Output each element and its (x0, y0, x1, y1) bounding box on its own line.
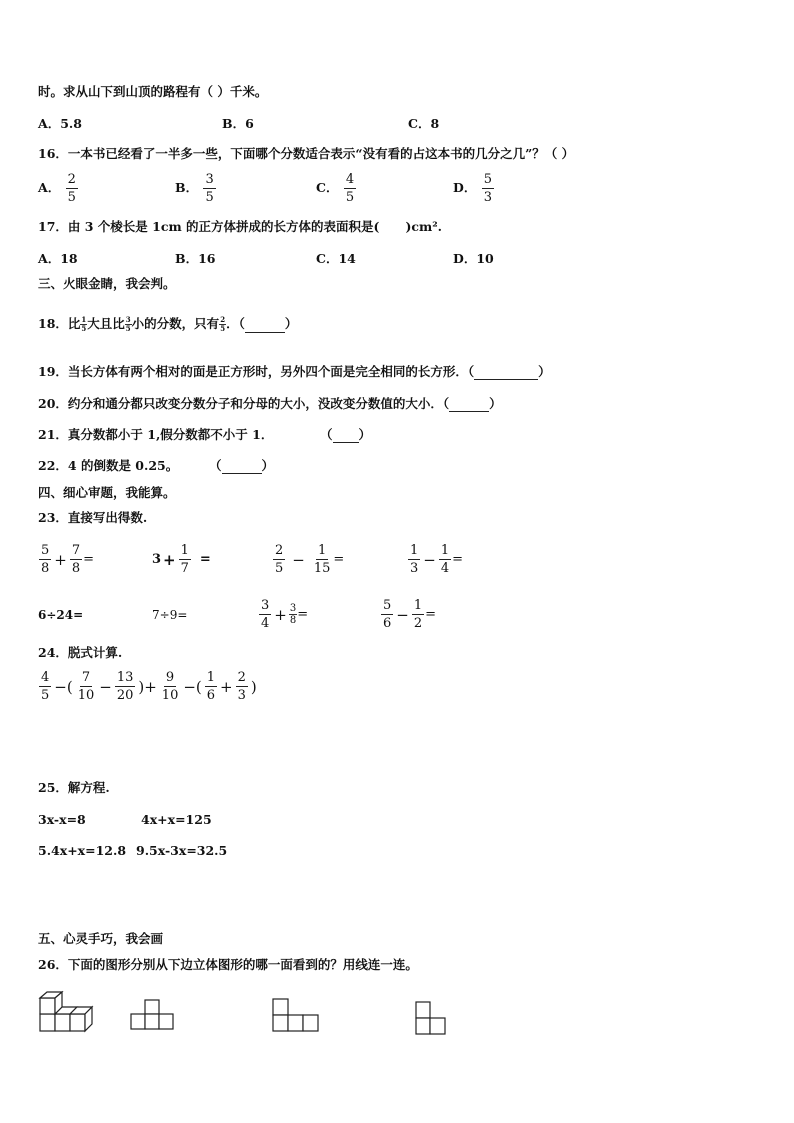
q21-close: ） (358, 427, 372, 442)
q23-expression-3: $\frac{2}{5}$ − $\frac{1}{15}$ = (275, 543, 345, 576)
q21-open: （ (320, 427, 333, 442)
section-3-heading: 三、火眼金睛，我会判。 (38, 276, 176, 291)
q23-expression-5: 6÷24= (38, 608, 84, 622)
q23-expression-2: 3 + $\frac{1}{7}$ = (152, 543, 211, 576)
q17-option-a: A．18 (38, 251, 78, 266)
q17-option-d: D．10 (453, 251, 494, 266)
q17-text-a: 17．由 3 个棱长是 1cm 的正方体拼成的长方体的表面积是( (38, 219, 380, 234)
q20-close: ） (489, 396, 502, 411)
q15-continuation: 时。求从山下到山顶的路程有（ ）千米。 (38, 84, 268, 99)
q17-option-b: B．16 (175, 251, 216, 266)
3d-cube-solid-figure (38, 990, 102, 1034)
q20-question (38, 396, 502, 412)
q16-option-d-letter: D． (453, 180, 477, 195)
q24-title: 24．脱式计算. (38, 645, 123, 660)
q23-expression-4: $\frac{1}{3}$ − $\frac{1}{4}$ = (410, 543, 464, 576)
q18-text-c: 小的分数，只有 (131, 316, 220, 331)
q19-text: 19．当长方体有两个相对的面是正方形时，另外四个面是完全相同的长方形．（ (38, 364, 475, 379)
q18-text-a: 18．比 (38, 316, 81, 331)
q19-question (38, 364, 551, 380)
q18-question (38, 316, 297, 333)
q22-answer (209, 458, 274, 474)
view-figure-2 (272, 998, 320, 1034)
q16-option-c (316, 172, 357, 205)
q16-option-c-fraction: $\frac{4}{5}$ (345, 172, 355, 205)
q15-option-c: C．8 (408, 116, 440, 131)
q18-fraction-3: $\frac{2}{5}$ (220, 315, 226, 333)
q23-expression-8: $\frac{5}{6}$ − $\frac{1}{2}$ = (383, 598, 437, 631)
q24-expression: $\frac{4}{5}$ −( $\frac{7}{10}$ − $\frac{13}{20}$ )+ $\frac{9}{10}$ −( $\frac{1}{6}$ + $\frac{2}{3}$ ) (41, 670, 257, 703)
q18-answer-blank[interactable] (245, 320, 285, 333)
q18-fraction-1: $\frac{1}{5}$ (81, 315, 87, 333)
q16-option-c-letter: C． (316, 180, 339, 195)
q21-question: 21．真分数都小于 1,假分数都不小于 1． (38, 427, 274, 442)
q16-option-a-fraction: $\frac{2}{5}$ (67, 172, 76, 205)
q20-text: 20．约分和通分都只改变分数分子和分母的大小，没改变分数值的大小．（ (38, 396, 450, 411)
q15-option-b: B．6 (222, 116, 254, 131)
q18-text-b: 大且比 (87, 316, 125, 331)
q16-option-d (453, 172, 495, 205)
q17-question (38, 219, 442, 235)
q19-answer-blank[interactable] (474, 367, 538, 380)
view-figure-1 (130, 998, 174, 1032)
view-figure-3 (414, 1000, 448, 1038)
q20-answer-blank[interactable] (449, 399, 489, 412)
q18-fraction-2: $\frac{3}{5}$ (125, 315, 131, 333)
q22-close: ） (261, 458, 275, 473)
q22-answer-blank[interactable] (222, 461, 262, 474)
q25-title: 25．解方程. (38, 780, 110, 795)
q22-question: 22．4 的倒数是 0.25。 (38, 458, 179, 473)
q25-equation-2: 4x+x=125 (141, 812, 212, 827)
q25-equation-1: 3x-x=8 (38, 812, 86, 827)
q16-option-d-fraction: $\frac{5}{3}$ (483, 172, 492, 205)
q16-question: 16．一本书已经看了一半多一些，下面哪个分数适合表示“没有看的占这本书的几分之几”？（ ） (38, 146, 575, 161)
q22-open: （ (209, 458, 222, 473)
q21-answer (320, 427, 371, 443)
q19-close: ） (538, 364, 551, 379)
q16-option-b-fraction: $\frac{3}{5}$ (205, 172, 214, 205)
q25-equation-4: 9.5x-3x=32.5 (136, 843, 228, 858)
q23-expression-7: $\frac{3}{4}$ + $\frac{3}{8}$ = (261, 598, 309, 631)
q23-title: 23．直接写出得数. (38, 510, 148, 525)
q18-text-e: ） (284, 316, 298, 331)
q25-equation-3: 5.4x+x=12.8 (38, 843, 127, 858)
q23-expression-1: $\frac{5}{8}$ + $\frac{7}{8}$ = (41, 543, 95, 576)
q26-question: 26．下面的图形分别从下边立体图形的哪一面看到的？用线连一连。 (38, 957, 418, 972)
q15-option-a: A．5.8 (38, 116, 82, 131)
q17-text-b: )cm². (405, 219, 443, 234)
q16-option-b-letter: B． (175, 180, 199, 195)
q16-option-a-letter: A． (38, 180, 61, 195)
q18-text-d: ．（ (226, 316, 245, 331)
q21-answer-blank[interactable] (333, 430, 359, 443)
q16-option-b (175, 172, 217, 205)
q16-option-a (38, 172, 79, 205)
section-5-heading: 五、心灵手巧，我会画 (38, 931, 164, 946)
q23-expression-6: 7÷9= (152, 608, 188, 622)
section-4-heading: 四、细心审题，我能算。 (38, 485, 176, 500)
q17-option-c: C．14 (316, 251, 356, 266)
